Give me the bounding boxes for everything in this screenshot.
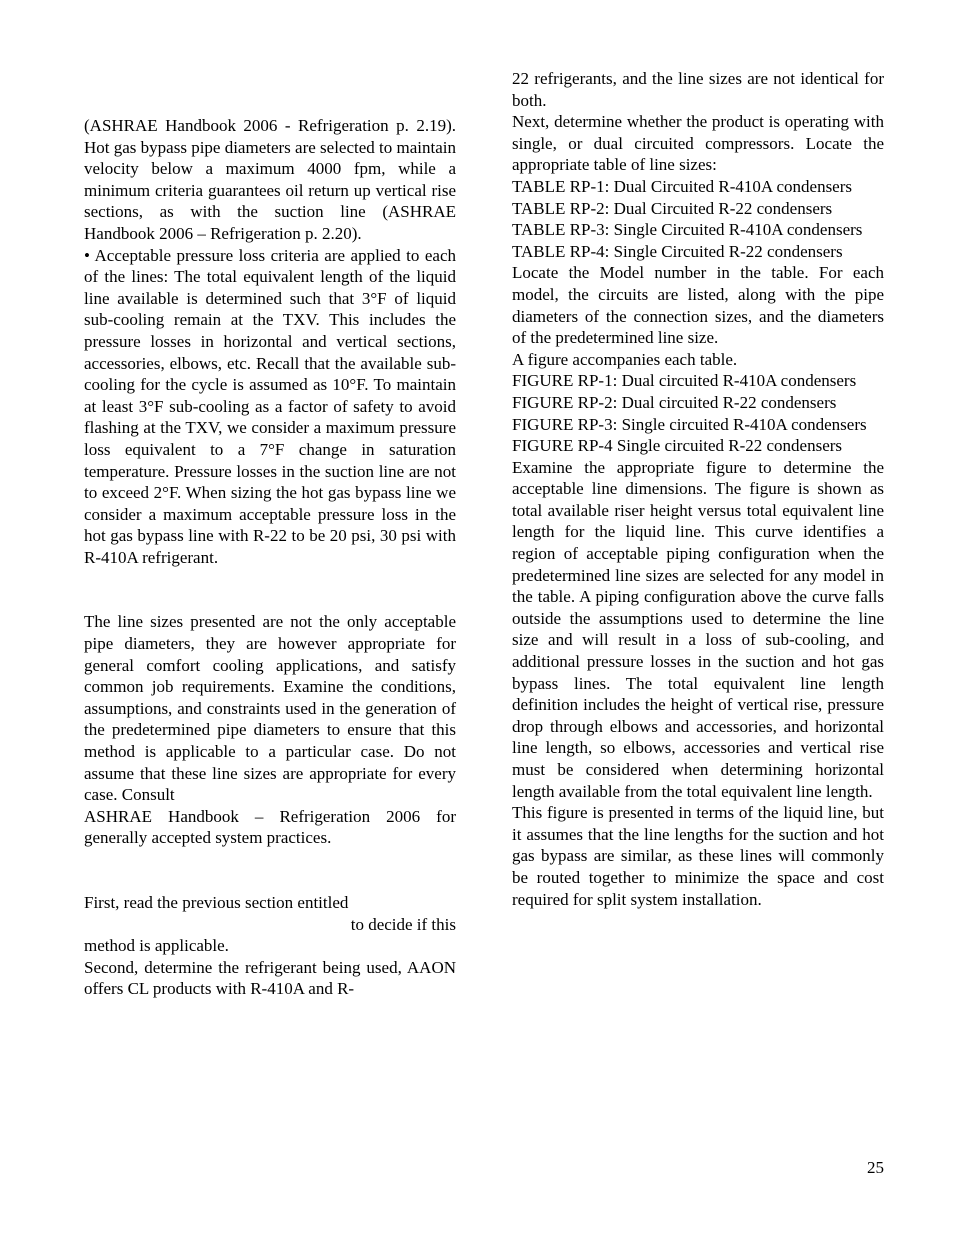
spacer	[84, 568, 456, 611]
paragraph-ashrae-velocity: (ASHRAE Handbook 2006 - Refrigeration p. 2.19). Hot gas bypass pipe diameters are selected to maintain velocity below a maximum 4000 fpm, while a minimum criteria guarantees oil return up vertical rise sections, as with the suction line (ASHRAE Handbook 2006 – Refrigeration p. 2.20).	[84, 116, 456, 243]
paragraph-ashrae-reference: ASHRAE Handbook – Refrigeration 2006 for generally accepted system practices.	[84, 806, 456, 848]
paragraph-first-step-c: method is applicable.	[84, 936, 229, 956]
table-reference: TABLE RP-2: Dual Circuited R-22 condensers	[512, 198, 833, 218]
paragraph-figure-intro: A figure accompanies each table.	[512, 349, 738, 369]
figure-reference: FIGURE RP-1: Dual circuited R-410A condensers	[512, 371, 857, 391]
figure-reference: FIGURE RP-2: Dual circuited R-22 condensers	[512, 392, 837, 412]
spacer	[84, 849, 456, 892]
paragraph-model-number: Locate the Model number in the table. For each model, the circuits are listed, along with the pipe diameters of the connection sizes, and the diameters of the predetermined line size.	[512, 263, 884, 348]
paragraph-refrigerants-continued: 22 refrigerants, and the line sizes are not identical for both.	[512, 69, 884, 110]
figure-reference: FIGURE RP-4 Single circuited R-22 condensers	[512, 436, 843, 456]
paragraph-figure-explanation: Examine the appropriate figure to determine the acceptable line dimensions. The figure is shown as total available riser height versus total equivalent line length for the liquid line. This curve identifies a region of acceptable piping configuration when the predetermined line sizes are selected for any model in the table. A piping configuration above the curve falls outside the assumptions used to determine the line size and will result in a loss of sub-cooling, and additional pressure losses in the suction and hot gas bypass lines. The total equivalent line length definition includes the height of vertical rise, pressure drop through elbows and accessories, and horizontal line length, so elbows, accessories and vertical rise must be considered when determining horizontal length available from the total equivalent line length.	[512, 457, 884, 801]
paragraph-pressure-loss-criteria: • Acceptable pressure loss criteria are applied to each of the lines: The total equivalent length of the liquid line available is determined such that 3°F of liquid sub-cooling remain at the TXV. This includes the pressure losses in horizontal and vertical sections, accessories, elbows, etc. Recall that the available sub-cooling for the cycle is assumed as 10°F. To maintain at least 3°F sub-cooling as a factor of safety to avoid flashing at the TXV, we consider a maximum pressure loss equivalent to a 7°F change in saturation temperature. Pressure losses in the suction line are not to exceed 2°F. When sizing the hot gas bypass line we consider a maximum acceptable pressure loss in the hot gas bypass line with R-22 to be 20 psi, 30 psi with R-410A refrigerant.	[84, 245, 456, 567]
paragraph-second-step: Second, determine the refrigerant being used, AAON offers CL products with R-410A and R-	[84, 957, 456, 999]
right-column	[512, 68, 884, 910]
paragraph-first-step-a: First, read the previous section entitled	[84, 893, 349, 912]
table-reference: TABLE RP-3: Single Circuited R-410A condensers	[512, 220, 863, 240]
paragraph-line-sizes-note: The line sizes presented are not the only acceptable pipe diameters, they are however appropriate for general comfort cooling applications, and satisfy common job requirements. Examine the conditions, assumptions, and constraints used in the generation of the predetermined pipe diameters to ensure that this method is applicable to a particular case. Do not assume that these line sizes are appropriate for every case. Consult	[84, 612, 456, 805]
paragraph-liquid-line-note: This figure is presented in terms of the liquid line, but it assumes that the line lengths for the suction and hot gas bypass are similar, as these lines will commonly be routed together to minimize the space and cost required for split system installation.	[512, 803, 884, 909]
paragraph-compressor-circuits: Next, determine whether the product is operating with single, or dual circuited compressors. Locate the appropriate table of line sizes:	[512, 112, 884, 175]
page-number: 25	[867, 1158, 884, 1177]
figure-reference: FIGURE RP-3: Single circuited R-410A condensers	[512, 414, 867, 434]
table-reference: TABLE RP-4: Single Circuited R-22 condensers	[512, 241, 843, 261]
left-column	[84, 115, 456, 1000]
paragraph-first-step-b: to decide if this	[350, 914, 456, 934]
table-reference: TABLE RP-1: Dual Circuited R-410A condensers	[512, 176, 853, 196]
